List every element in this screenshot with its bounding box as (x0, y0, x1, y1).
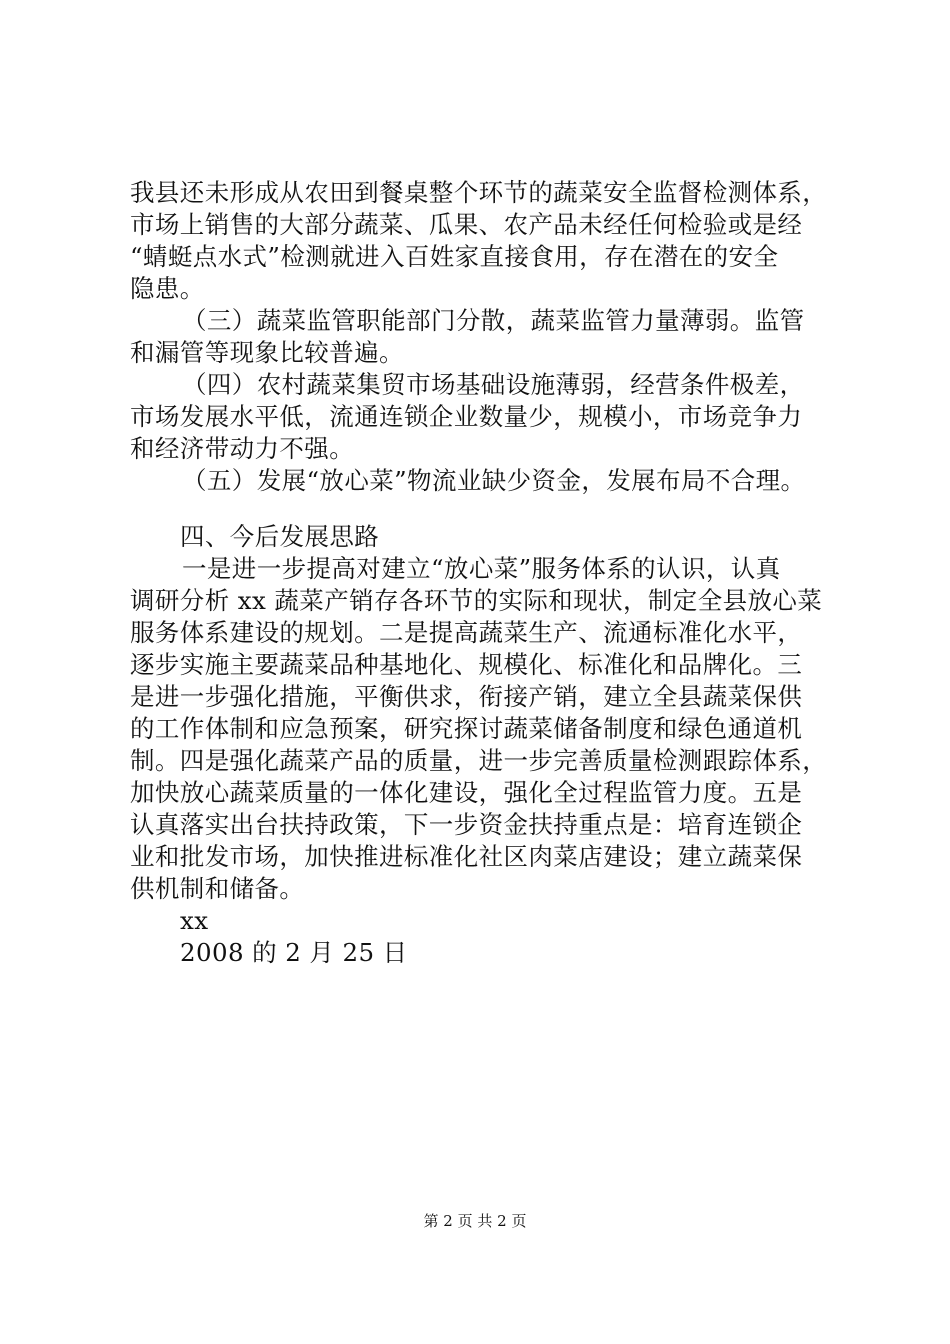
signature-name: xx (180, 906, 209, 935)
text-line: 和经济带动力不强。 (130, 434, 355, 463)
text-line: 加快放心蔬菜质量的一体化建设，强化全过程监管力度。五是 (130, 778, 803, 807)
text-line: （五）发展“放心菜”物流业缺少资金，发展布局不合理。 (182, 466, 806, 495)
text-line: 是进一步强化措施，平衡供求，衔接产销，建立全县蔬菜保供 (130, 682, 803, 711)
text-line: （四）农村蔬菜集贸市场基础设施薄弱，经营条件极差， (182, 370, 805, 399)
text-line: 隐患。 (130, 274, 205, 303)
text-line: 认真落实出台扶持政策，下一步资金扶持重点是：培育连锁企 (130, 810, 803, 839)
text-line: 和漏管等现象比较普遍。 (130, 338, 404, 367)
text-line: “蜻蜓点水式”检测就进入百姓家直接食用，存在潜在的安全 (130, 242, 779, 271)
page-footer: 第 2 页 共 2 页 (423, 1212, 527, 1230)
text-line: 调研分析 xx 蔬菜产销存各环节的实际和现状，制定全县放心菜 (130, 586, 823, 615)
section-heading: 四、今后发展思路 (180, 522, 380, 551)
text-line: 制。四是强化蔬菜产品的质量，进一步完善质量检测跟踪体系， (130, 746, 828, 775)
signature-date: 2008 的 2 月 25 日 (180, 938, 408, 967)
text-line: 市场上销售的大部分蔬菜、瓜果、农产品未经任何检验或是经 (130, 210, 803, 239)
text-line: 的工作体制和应急预案，研究探讨蔬菜储备制度和绿色通道机 (130, 714, 803, 743)
text-line: 市场发展水平低，流通连锁企业数量少，规模小，市场竞争力 (130, 402, 803, 431)
text-line: 逐步实施主要蔬菜品种基地化、规模化、标准化和品牌化。三 (130, 650, 803, 679)
text-line: 我县还未形成从农田到餐桌整个环节的蔬菜安全监督检测体系， (130, 178, 828, 207)
text-line: 一是进一步提高对建立“放心菜”服务体系的认识，认真 (182, 554, 781, 583)
text-line: 服务体系建设的规划。二是提高蔬菜生产、流通标准化水平， (130, 618, 803, 647)
text-line: （三）蔬菜监管职能部门分散，蔬菜监管力量薄弱。监管 (182, 306, 805, 335)
text-line: 供机制和储备。 (130, 874, 305, 903)
text-line: 业和批发市场，加快推进标准化社区肉菜店建设；建立蔬菜保 (130, 842, 803, 871)
